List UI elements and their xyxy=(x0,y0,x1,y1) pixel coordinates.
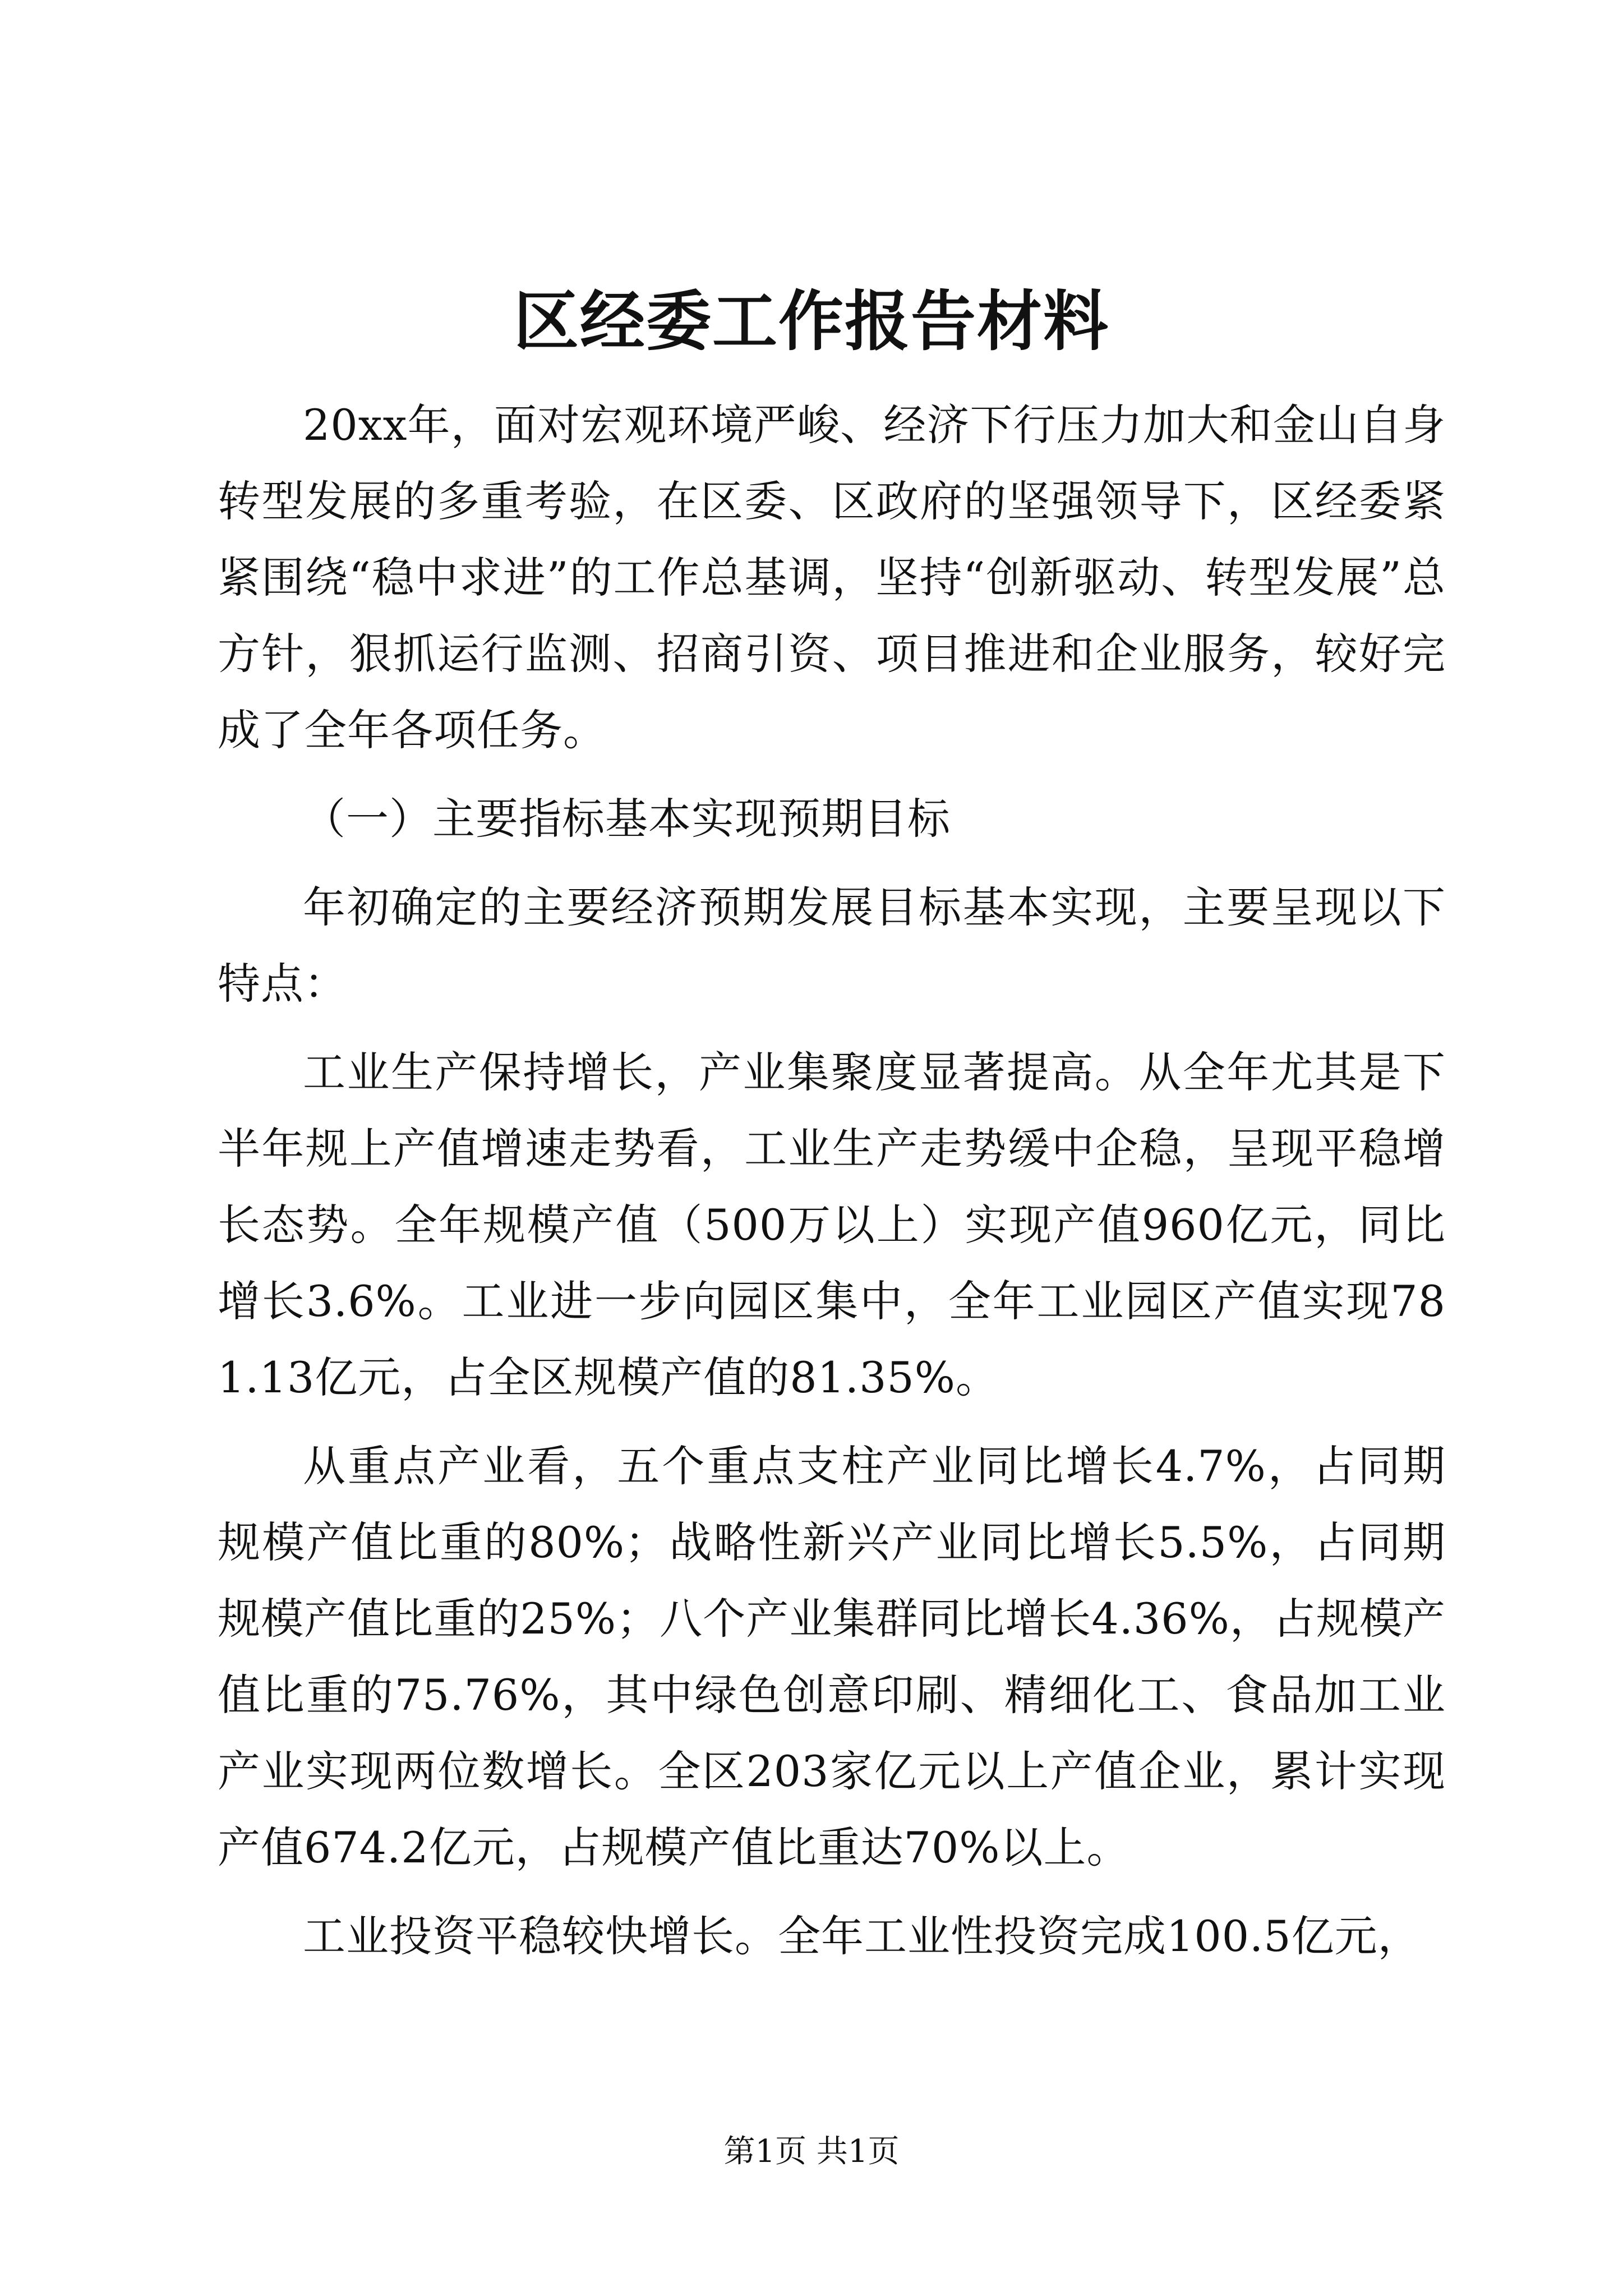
paragraph-key-industries: 从重点产业看，五个重点支柱产业同比增长4.7%，占同期规模产值比重的80%；战略性新兴产业同比增长5.5%，占同期规模产值比重的25%；八个产业集群同比增长4.36%，占规模产值比重的75.76%，其中绿色创意印刷、精细化工、食品加工业产业实现两位数增长。全区203家亿元以上产值企业，累计实现产值674.2亿元，占规模产值比重达70%以上。 xyxy=(218,1441,1446,1872)
paragraph-industrial-production: 工业生产保持增长，产业集聚度显著提高。从全年尤其是下半年规上产值增速走势看，工业生产走势缓中企稳，呈现平稳增长态势。全年规模产值（500万以上）实现产值960亿元，同比增长3.6%。工业进一步向园区集中，全年工业园区产值实现781.13亿元，占全区规模产值的81.35%。 xyxy=(218,1047,1446,1402)
paragraph-targets: 年初确定的主要经济预期发展目标基本实现，主要呈现以下特点： xyxy=(218,882,1446,1009)
paragraph-industrial-investment: 工业投资平稳较快增长。全年工业性投资完成100.5亿元， xyxy=(303,1911,1421,1961)
document-body xyxy=(218,387,1446,1987)
page-footer: 第1页 共1页 xyxy=(723,2133,900,2170)
document-title: 区经委工作报告材料 xyxy=(514,283,1109,360)
paragraph-intro: 20xx年，面对宏观环境严峻、经济下行压力加大和金山自身转型发展的多重考验，在区委、区政府的坚强领导下，区经委紧紧围绕“稳中求进”的工作总基调，坚持“创新驱动、转型发展”总方针，狠抓运行监测、招商引资、项目推进和企业服务，较好完成了全年各项任务。 xyxy=(218,400,1446,755)
section-heading-1: （一）主要指标基本实现预期目标 xyxy=(303,794,951,844)
